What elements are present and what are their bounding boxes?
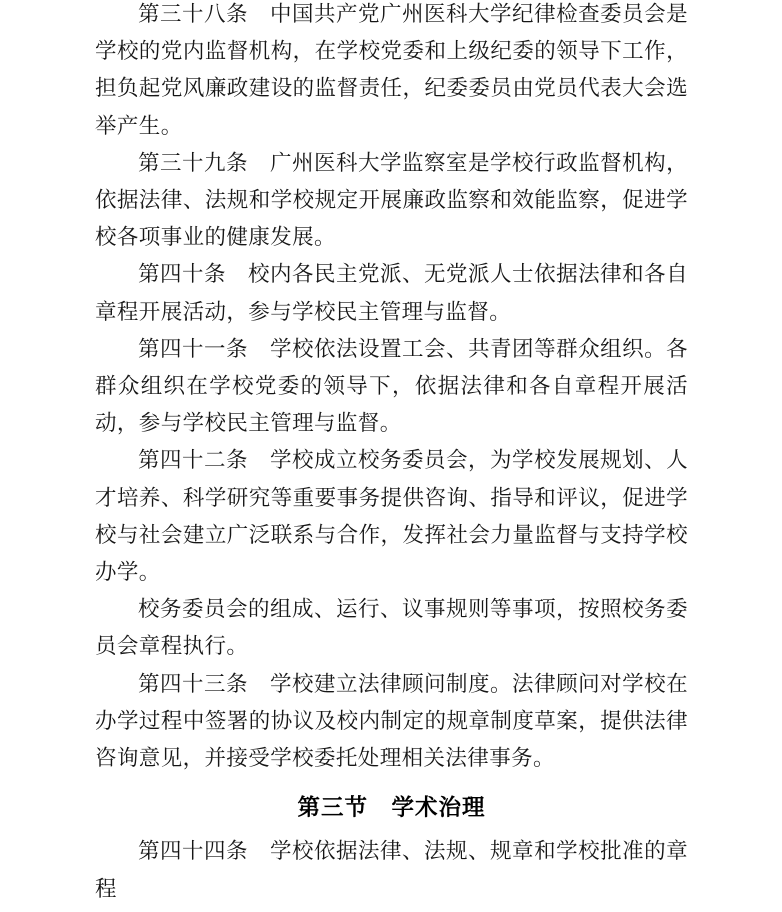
article-40-paragraph: 第四十条 校内各民主党派、无党派人士依据法律和各自章程开展活动，参与学校民主管理与监督。 <box>95 262 688 324</box>
article-41-paragraph: 第四十一条 学校依法设置工会、共青团等群众组织。各群众组织在学校党委的领导下，依据法律和各自章程开展活动，参与学校民主管理与监督。 <box>95 336 688 436</box>
article-42-continuation-paragraph: 校务委员会的组成、运行、议事规则等事项，按照校务委员会章程执行。 <box>95 597 688 659</box>
article-39-paragraph: 第三十九条 广州医科大学监察室是学校行政监督机构，依据法律、法规和学校规定开展廉政监察和效能监察，促进学校各项事业的健康发展。 <box>95 150 688 250</box>
article-44-paragraph: 第四十四条 学校依据法律、法规、规章和学校批准的章程 <box>95 839 688 901</box>
article-42-paragraph: 第四十二条 学校成立校务委员会，为学校发展规划、人才培养、科学研究等重要事务提供咨询、指导和评议，促进学校与社会建立广泛联系与合作，发挥社会力量监督与支持学校办学。 <box>95 448 688 585</box>
article-38-paragraph: 第三十八条 中国共产党广州医科大学纪律检查委员会是学校的党内监督机构，在学校党委和上级纪委的领导下工作，担负起党风廉政建设的监督责任，纪委委员由党员代表大会选举产生。 <box>95 2 688 138</box>
section-3-heading: 第三节 学术治理 <box>297 795 486 821</box>
article-43-paragraph: 第四十三条 学校建立法律顾问制度。法律顾问对学校在办学过程中签署的协议及校内制定的规章制度草案，提供法律咨询意见，并接受学校委托处理相关法律事务。 <box>95 671 688 771</box>
document-body <box>95 0 688 908</box>
